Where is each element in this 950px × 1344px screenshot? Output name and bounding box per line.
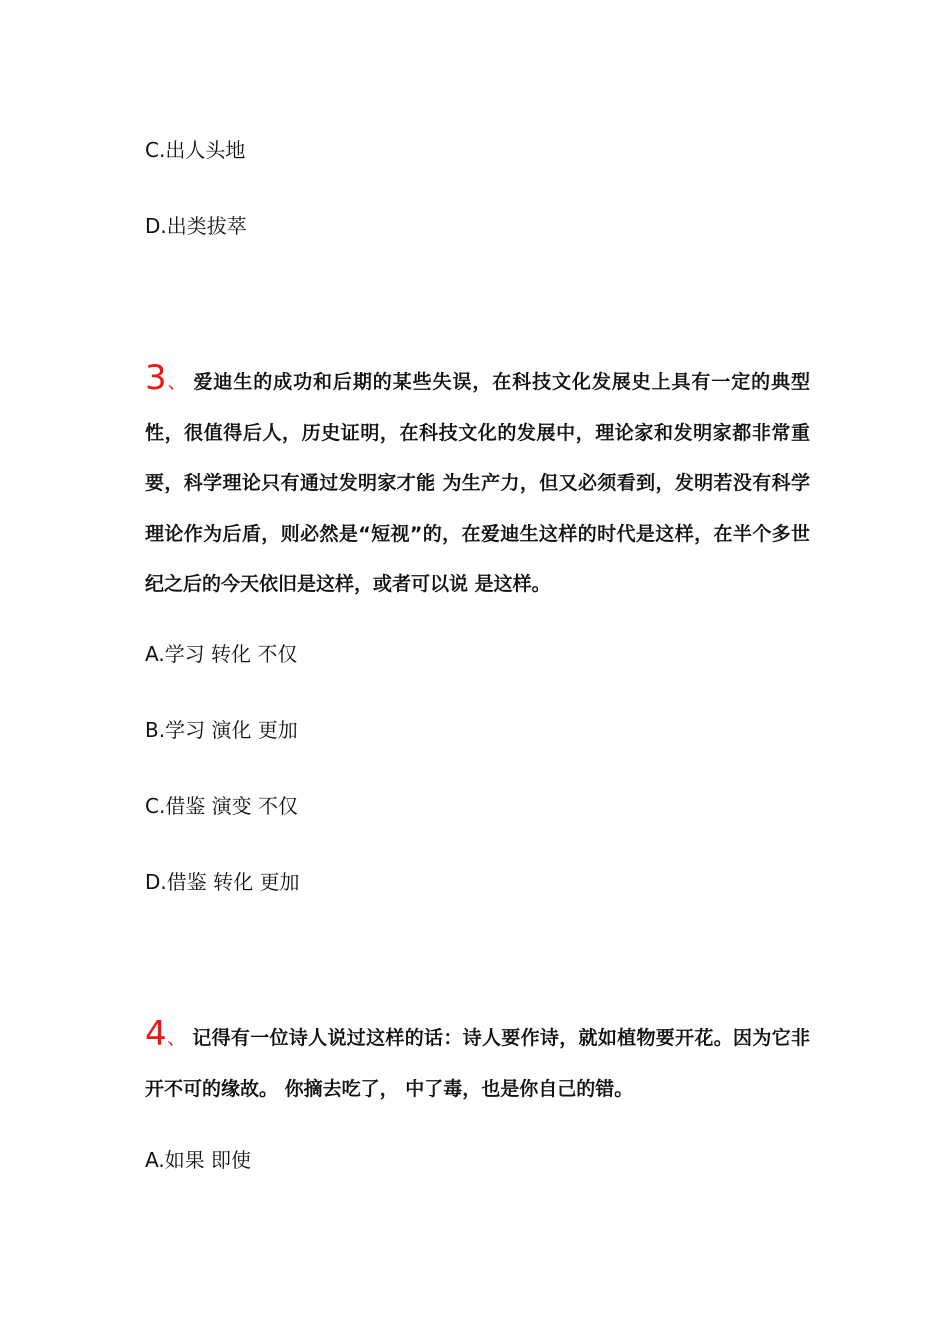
option-q3-d: D.借鉴 转化 更加 [145, 870, 300, 894]
question-4 [145, 1013, 810, 1114]
question-3-number: 3 [145, 358, 167, 398]
option-q2-d: D.出类拔萃 [145, 214, 247, 238]
option-q3-c: C.借鉴 演变 不仅 [145, 794, 299, 818]
question-3-separator: 、 [166, 371, 188, 393]
option-q2-c: C.出人头地 [145, 138, 246, 162]
question-4-separator: 、 [166, 1027, 187, 1049]
question-4-stem: 记得有一位诗人说过这样的话：诗人要作诗，就如植物要开花。因为它非开不可的缘故。 你摘去吃了， 中了毒，也是你自己的错。 [145, 1027, 810, 1100]
question-3 [145, 357, 810, 610]
option-q3-b: B.学习 演化 更加 [145, 718, 298, 742]
option-q3-a: A.学习 转化 不仅 [145, 642, 298, 666]
option-q4-a: A.如果 即使 [145, 1148, 252, 1172]
question-4-number: 4 [145, 1014, 167, 1054]
question-3-stem: 爱迪生的成功和后期的某些失误，在科技文化发展史上具有一定的典型性，很值得后人，历史证明，在科技文化的发展中，理论家和发明家都非常重要，科学理论只有通过发明家才能 为生产力，但又必须看到，发明若没有科学理论作为后盾，则必然是“短视”的，在爱迪生这样的时代是这样，在半个多世纪之后的今天依旧是这样，或者可以说 是这样。 [145, 371, 810, 595]
